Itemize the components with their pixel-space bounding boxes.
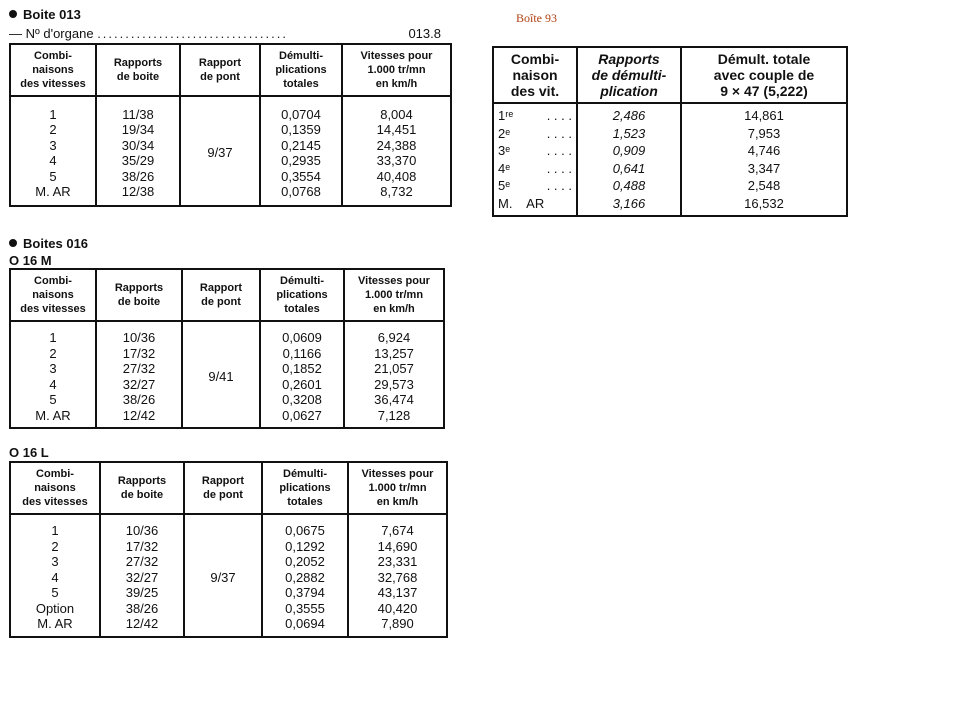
header-row	[10, 269, 444, 321]
col-gears	[10, 96, 96, 206]
header-rapport-pont: Rapport de pont	[184, 462, 262, 514]
cell-value: 0,0694	[285, 616, 325, 631]
gear-label: 2ᵉ . . . .	[498, 125, 572, 141]
body-row	[10, 96, 451, 206]
col-demultiplications	[260, 96, 342, 206]
cell-value: 12/42	[125, 616, 159, 631]
cell-value: 7,674	[381, 523, 414, 538]
cell-value: 4	[51, 569, 59, 585]
cell-value: 27/32	[122, 361, 156, 376]
header-demult-totale: Démult. totale avec couple de 9 × 47 (5,222)	[681, 47, 847, 103]
cell-value: 0,2601	[282, 376, 322, 392]
cell-value: M. AR	[35, 184, 71, 199]
body-row	[10, 514, 447, 637]
cell-value: M. AR	[37, 616, 73, 631]
cell-value: 0,0609	[282, 330, 322, 345]
rapport-pont-value: 9/37	[180, 96, 260, 206]
cell-value: 12/38	[121, 184, 155, 199]
cell-value: 0,2052	[285, 554, 325, 569]
cell-value: 1	[49, 330, 57, 345]
cell-value: 0,3794	[285, 585, 325, 600]
cell-value: 0,1359	[281, 122, 321, 137]
header-rapports-boite: Rapports de boite	[96, 269, 182, 321]
cell-value: 40,420	[377, 600, 418, 616]
bullet-icon	[9, 239, 17, 247]
cell-value: 1	[51, 523, 59, 538]
col-gears	[10, 321, 96, 428]
cell-value: 0,1852	[282, 361, 322, 376]
cell-value: 2	[49, 122, 57, 137]
cell-value: 36,474	[374, 392, 414, 407]
cell-value: 0,641	[612, 160, 646, 176]
cell-value: 0,0627	[282, 407, 322, 423]
cell-value: 8,732	[380, 184, 413, 199]
col-demultiplications	[260, 321, 344, 428]
cell-value: 38/26	[122, 392, 156, 407]
cell-value: 5	[49, 168, 57, 184]
organe-label: — Nº d'organe	[9, 26, 94, 41]
header-row	[493, 47, 847, 103]
cell-value: 4	[49, 153, 57, 168]
cell-value: 2	[49, 345, 57, 361]
cell-value: 2,486	[612, 108, 646, 123]
header-vitesses: Vitesses pour 1.000 tr/mn en km/h	[342, 44, 451, 96]
cell-value: 21,057	[374, 361, 414, 376]
o16m-title: O 16 M	[9, 253, 52, 268]
boite-93-table	[492, 46, 848, 217]
body-row	[10, 321, 444, 428]
boite-013-table	[9, 43, 452, 207]
organe-line	[9, 26, 441, 41]
cell-value: 10/36	[122, 330, 156, 345]
cell-value: 0,2882	[285, 569, 325, 585]
cell-value: 3	[49, 361, 57, 376]
header-rapports-boite: Rapports de boite	[96, 44, 180, 96]
leader-dots: . . . .	[546, 125, 572, 141]
cell-value: 29,573	[374, 376, 414, 392]
cell-value: 11/38	[122, 106, 154, 122]
cell-value: 0,0768	[281, 184, 321, 199]
header-rapport-pont: Rapport de pont	[182, 269, 260, 321]
cell-value: 32/27	[122, 376, 156, 392]
cell-value: 33,370	[376, 153, 417, 168]
header-vitesses: Vitesses pour 1.000 tr/mn en km/h	[348, 462, 447, 514]
gear-label: 3ᵉ . . . .	[498, 143, 572, 158]
cell-value: 0,1166	[282, 345, 322, 361]
cell-value: 2,548	[747, 178, 781, 193]
gear-label: 1ʳᵉ . . . .	[498, 108, 572, 123]
col-rapports-boite	[96, 96, 180, 206]
gear-label: 5ᵉ . . . .	[498, 178, 572, 193]
cell-value: 10/36	[125, 523, 159, 538]
cell-value: 23,331	[377, 554, 418, 569]
gear-label: 4ᵉ . . . .	[498, 160, 572, 176]
cell-value: 0,1292	[285, 538, 325, 554]
cell-value: 40,408	[376, 168, 417, 184]
cell-value: 0,0675	[285, 523, 325, 538]
header-vitesses: Vitesses pour 1.000 tr/mn en km/h	[344, 269, 444, 321]
cell-value: 0,3554	[281, 168, 321, 184]
boite-013-title: Boite 013	[9, 7, 81, 22]
col-vitesses	[348, 514, 447, 637]
gear-label: M. AR	[498, 195, 545, 211]
o16m-table	[9, 268, 445, 429]
boite-93-title: Boîte 93	[516, 11, 557, 25]
leader-dots: . . . .	[546, 143, 572, 158]
cell-value: 35/29	[121, 153, 155, 168]
organe-value: 013.8	[408, 26, 441, 41]
cell-value: 0,3555	[285, 600, 325, 616]
header-rapport-pont: Rapport de pont	[180, 44, 260, 96]
organe-dots: ..................................	[97, 26, 288, 41]
cell-value: 6,924	[377, 330, 411, 345]
header-row	[10, 462, 447, 514]
cell-value: 14,690	[377, 538, 418, 554]
cell-value: 4,746	[747, 143, 781, 158]
col-vitesses	[342, 96, 451, 206]
cell-value: 3	[51, 554, 59, 569]
cell-value: Option	[35, 600, 75, 616]
header-demultiplications: Démulti- plications totales	[260, 44, 342, 96]
col-rapports-boite	[100, 514, 184, 637]
cell-value: 38/26	[121, 168, 155, 184]
cell-value: 27/32	[125, 554, 159, 569]
cell-value: 43,137	[377, 585, 418, 600]
header-combinaison: Combi- naison des vit.	[493, 47, 577, 103]
header-demultiplications: Démulti- plications totales	[262, 462, 348, 514]
header-combinaisons: Combi- naisons des vitesses	[10, 269, 96, 321]
cell-value: 13,257	[374, 345, 414, 361]
bullet-icon	[9, 10, 17, 18]
col-rapports-boite	[96, 321, 182, 428]
cell-value: 38/26	[125, 600, 159, 616]
col-totales	[681, 103, 847, 216]
col-rapports	[577, 103, 681, 216]
cell-value: 5	[51, 585, 59, 600]
cell-value: 0,0704	[281, 106, 321, 122]
body-row	[493, 103, 847, 216]
cell-value: 14,451	[376, 122, 417, 137]
cell-value: 30/34	[121, 137, 155, 153]
cell-value: 3	[49, 137, 57, 153]
cell-value: M. AR	[35, 407, 71, 423]
header-combinaisons: Combi- naisons des vitesses	[10, 44, 96, 96]
cell-value: 17/32	[122, 345, 156, 361]
header-row	[10, 44, 451, 96]
cell-value: 24,388	[376, 137, 417, 153]
cell-value: 0,488	[612, 178, 646, 193]
cell-value: 3,347	[747, 160, 781, 176]
col-gears	[10, 514, 100, 637]
cell-value: 0,3208	[282, 392, 322, 407]
header-rapports-boite: Rapports de boite	[100, 462, 184, 514]
header-combinaisons: Combi- naisons des vitesses	[10, 462, 100, 514]
leader-dots: . . . .	[546, 160, 572, 176]
cell-value: 0,2145	[281, 137, 321, 153]
cell-value: 19/34	[121, 122, 155, 137]
o16l-table	[9, 461, 448, 638]
cell-value: 1	[49, 106, 57, 122]
cell-value: 7,890	[381, 616, 414, 631]
boites-016-title: Boites 016	[9, 236, 88, 251]
cell-value: 14,861	[744, 108, 784, 123]
header-rapports-demultiplication: Rapports de démulti- plication	[577, 47, 681, 103]
cell-value: 32/27	[125, 569, 159, 585]
o16l-title: O 16 L	[9, 445, 49, 460]
col-vitesses	[344, 321, 444, 428]
rapport-pont-value: 9/37	[184, 514, 262, 637]
leader-dots: . . . .	[546, 108, 572, 123]
col-demultiplications	[262, 514, 348, 637]
leader-dots: . . . .	[546, 178, 572, 193]
cell-value: 4	[49, 376, 57, 392]
rapport-pont-value: 9/41	[182, 321, 260, 428]
cell-value: 1,523	[612, 125, 646, 141]
cell-value: 12/42	[122, 407, 156, 423]
cell-value: 7,128	[377, 407, 411, 423]
cell-value: 39/25	[125, 585, 159, 600]
cell-value: 2	[51, 538, 59, 554]
col-gears	[493, 103, 577, 216]
cell-value: 0,2935	[281, 153, 321, 168]
cell-value: 8,004	[380, 106, 413, 122]
cell-value: 16,532	[744, 195, 784, 211]
cell-value: 32,768	[377, 569, 418, 585]
cell-value: 0,909	[612, 143, 646, 158]
cell-value: 3,166	[612, 195, 646, 211]
cell-value: 7,953	[747, 125, 781, 141]
cell-value: 5	[49, 392, 57, 407]
header-demultiplications: Démulti- plications totales	[260, 269, 344, 321]
cell-value: 17/32	[125, 538, 159, 554]
